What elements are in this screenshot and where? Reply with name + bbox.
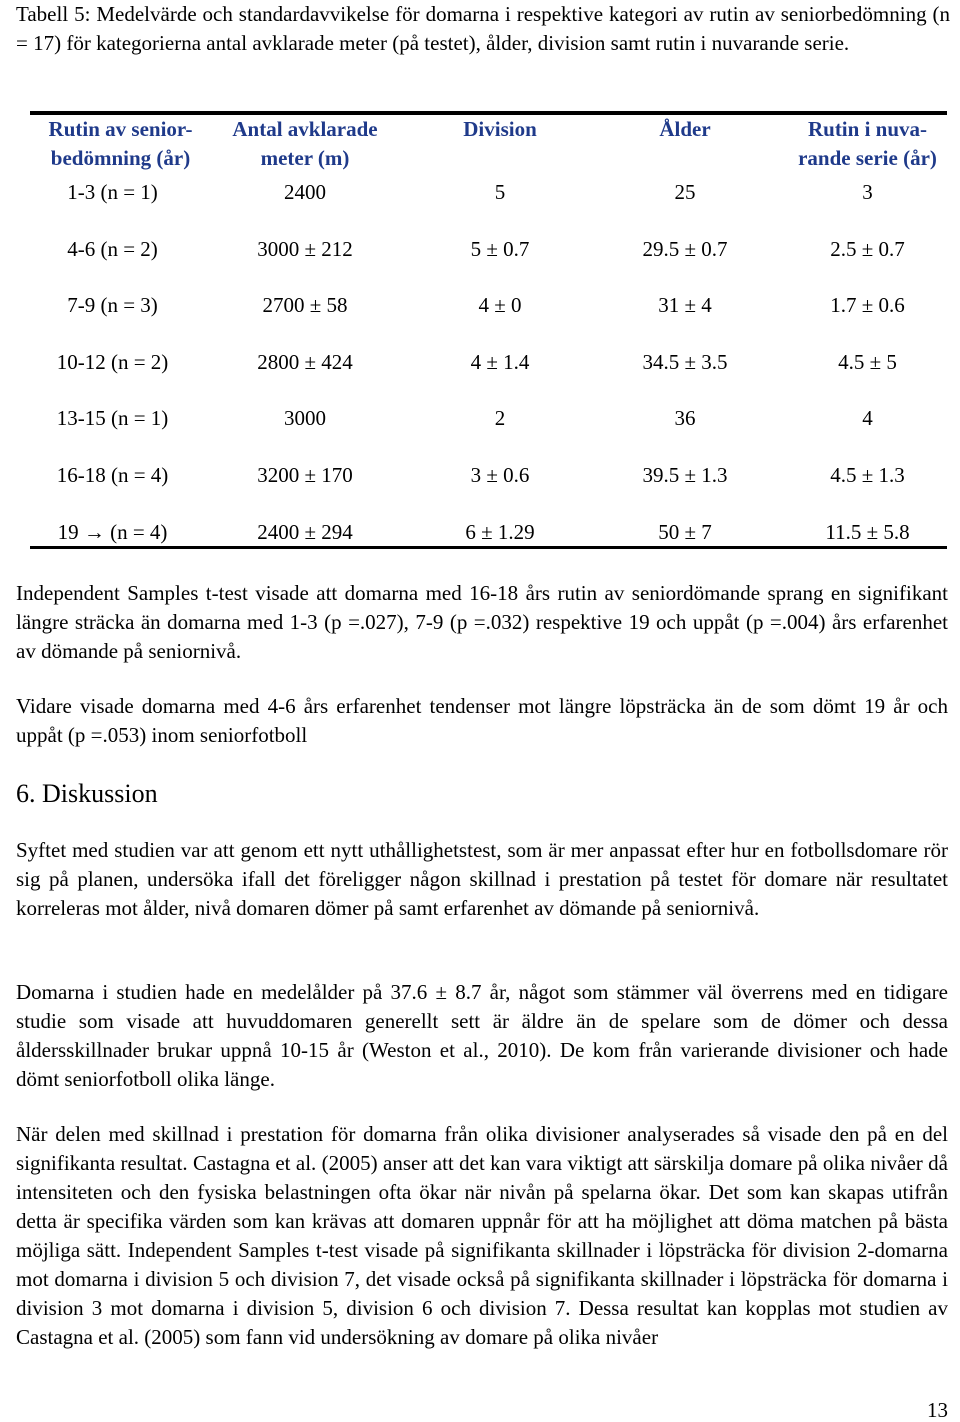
table-cell: 5 ± 0.7 [470,237,530,261]
table-cell: 3 ± 0.6 [470,463,530,487]
table-cell: 4-6 (n = 2) [67,237,158,261]
table-cell: 7-9 (n = 3) [67,293,158,317]
table-cell: 29.5 ± 0.7 [642,237,728,261]
table-cell: 4 ± 1.4 [470,350,530,374]
col-header-rutin-senior: Rutin av senior- bedömning (år) [48,117,193,170]
table-cell: 10-12 (n = 2) [56,350,169,374]
table-cell: 2.5 ± 0.7 [830,237,905,261]
table-cell: 5 [494,180,506,204]
page-number: 13 [927,1398,948,1422]
paragraph-medelalder: Domarna i studien hade en medelålder på 37.6 ± 8.7 år, något som stämmer väl överrens med en tidigare studie som visade att huvuddomaren generellt sett är äldre än de spelare som de dömer och dessa åldersskillnader brukar uppnå 10-15 år (Weston et al., 2010). De kom från varierande divisioner och hade dömt seniorfotboll olika länge. [16,980,948,1091]
table-cell: 25 [674,180,696,204]
table-cell: 39.5 ± 1.3 [642,463,728,487]
table-cell: 4 ± 0 [478,293,522,317]
col-header-division: Division [463,117,537,141]
table-cell: 31 ± 4 [658,293,712,317]
table-cell: 3000 [284,406,326,430]
col-header-meter: Antal avklarade meter (m) [232,117,378,170]
table-cell: 4.5 ± 5 [838,350,897,374]
table-cell: 16-18 (n = 4) [56,463,169,487]
table-cell: 4 [862,406,873,430]
table-cell: 3 [862,180,873,204]
table-cell: 34.5 ± 3.5 [642,350,728,374]
paragraph-tendenser: Vidare visade domarna med 4-6 års erfarenhet tendenser mot längre löpsträcka än de som dömt 19 år och uppåt (p =.053) inom seniorfotboll [16,694,948,747]
table-cell: 2700 ± 58 [262,293,348,317]
table-cell: 13-15 (n = 1) [56,406,169,430]
table-cell: 4.5 ± 1.3 [830,463,905,487]
table-cell: 6 ± 1.29 [465,520,535,544]
table-cell: 2400 [284,180,326,204]
paragraph-syftet: Syftet med studien var att genom ett nytt uthållighetstest, som är mer anpassat efter hur en fotbollsdomare rör sig på planen, undersöka ifall det föreligger någon skillnad i prestation på testet för domare när resultatet korreleras mot ålder, nivå domaren dömer på samt erfarenhet av dömande på seniornivå. [16,838,948,920]
table-cell: 2400 ± 294 [257,520,353,544]
table-cell: 36 [674,406,696,430]
table-cell: 11.5 ± 5.8 [825,520,910,544]
paragraph-ttest: Independent Samples t-test visade att domarna med 16-18 års rutin av seniordömande sprang en signifikant längre sträcka än domarna med 1-3 (p =.027), 7-9 (p =.032) respektive 19 och uppåt (p =.004) års erfarenhet av dömande på seniornivå. [16,581,948,663]
table-caption: Tabell 5: Medelvärde och standardavvikelse för domarna i respektive kategori av rutin av seniorbedömning (n = 17) för kategorierna antal avklarade meter (på testet), ålder, division samt rutin i nuvarande serie. [16,2,950,55]
table-cell: 19 → (n = 4) [57,520,168,544]
table-cell: 3000 ± 212 [257,237,353,261]
table-bottom-rule [30,546,947,549]
section-heading: 6. Diskussion [16,779,158,808]
table-cell: 2 [494,406,506,430]
col-header-alder: Ålder [659,117,711,141]
col-header-rutin-serie: Rutin i nuva- rande serie (år) [798,117,937,170]
table-cell: 2800 ± 424 [257,350,353,374]
table-cell: 1-3 (n = 1) [67,180,158,204]
results-table [0,0,960,560]
table-cell: 3200 ± 170 [257,463,353,487]
paragraph-divisioner: När delen med skillnad i prestation för domarna från olika divisioner analyserades så visade den på en del signifikanta resultat. Castagna et al. (2005) anser att det kan vara viktigt att särskilja domare på olika nivåer då intensiteten och den fysiska belastningen ofta ökar när nivån på spelarna ökar. Det som kan skapas utifrån detta är specifika värden som kan krävas att domaren uppnår för att ha möjlighet att döma matchen på bästa möjliga sätt. Independent Samples t-test visade på signifikanta skillnader i löpsträcka för division 2-domarna mot domarna i division 5 och division 7, det visade också på signifikanta skillnader i löpsträcka för domarna i division 3 mot domarna i division 5, division 6 och division 7. Dessa resultat kan kopplas mot studien av Castagna et al. (2005) som fann vid undersökning av domare på olika nivåer [16,1122,948,1349]
table-cell: 50 ± 7 [658,520,712,544]
table-cell: 1.7 ± 0.6 [830,293,905,317]
